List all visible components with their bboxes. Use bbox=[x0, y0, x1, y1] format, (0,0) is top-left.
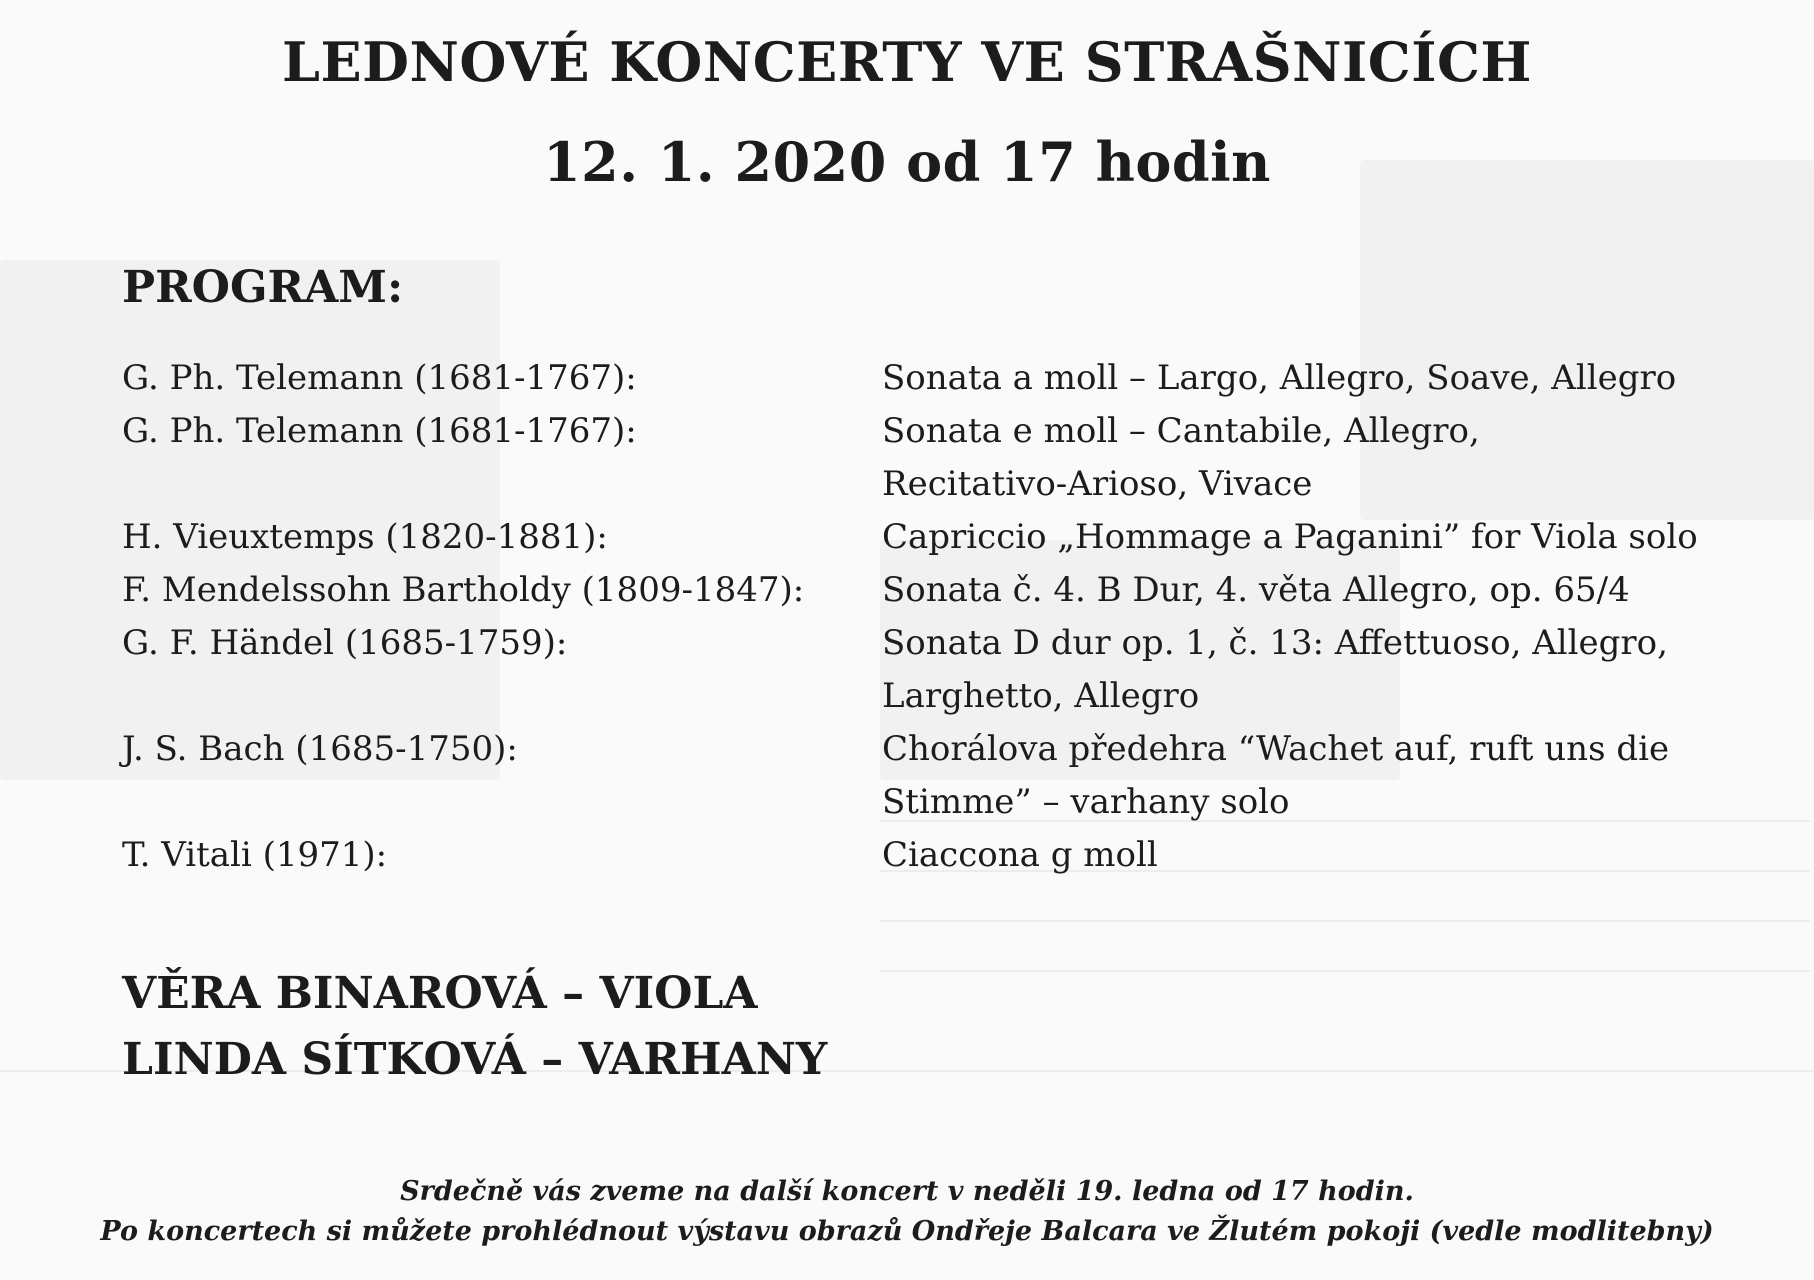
program-work: Larghetto, Allegro bbox=[882, 676, 1200, 716]
program-work: Sonata č. 4. B Dur, 4. věta Allegro, op. 65/4 bbox=[882, 570, 1630, 610]
program-work: Sonata D dur op. 1, č. 13: Affettuoso, Allegro, bbox=[882, 623, 1668, 663]
program-composer: G. Ph. Telemann (1681-1767): bbox=[122, 411, 637, 451]
program-work: Capriccio „Hommage a Paganini” for Viola solo bbox=[882, 517, 1698, 557]
program-work: Chorálova předehra “Wachet auf, ruft uns die bbox=[882, 729, 1670, 769]
performer-viola: VĚRA BINAROVÁ – VIOLA bbox=[122, 968, 758, 1019]
program-composer: G. F. Händel (1685-1759): bbox=[122, 623, 568, 663]
show-through-block-right bbox=[1360, 160, 1814, 520]
show-through-line bbox=[880, 970, 1810, 972]
program-composer: F. Mendelssohn Bartholdy (1809-1847): bbox=[122, 570, 805, 610]
performer-organ: LINDA SÍTKOVÁ – VARHANY bbox=[122, 1034, 828, 1085]
program-work: Sonata a moll – Largo, Allegro, Soave, Allegro bbox=[882, 358, 1677, 398]
program-heading: PROGRAM: bbox=[122, 262, 404, 313]
program-work: Sonata e moll – Cantabile, Allegro, bbox=[882, 411, 1480, 451]
program-work: Ciaccona g moll bbox=[882, 835, 1158, 875]
page-title: LEDNOVÉ KONCERTY VE STRAŠNICÍCH bbox=[282, 30, 1532, 94]
show-through-line bbox=[880, 920, 1810, 922]
program-work: Stimme” – varhany solo bbox=[882, 782, 1290, 822]
program-composer: T. Vitali (1971): bbox=[122, 835, 388, 875]
footer-exhibition-note: Po koncertech si můžete prohlédnout výstavu obrazů Ondřeje Balcara ve Žlutém pokoji (vedle modlitebny) bbox=[100, 1216, 1714, 1247]
program-composer: G. Ph. Telemann (1681-1767): bbox=[122, 358, 637, 398]
program-composer: H. Vieuxtemps (1820-1881): bbox=[122, 517, 608, 557]
concert-date: 12. 1. 2020 od 17 hodin bbox=[543, 130, 1271, 194]
program-composer: J. S. Bach (1685-1750): bbox=[122, 729, 518, 769]
program-work: Recitativo-Arioso, Vivace bbox=[882, 464, 1313, 504]
footer-invitation: Srdečně vás zveme na další koncert v neděli 19. ledna od 17 hodin. bbox=[400, 1176, 1414, 1207]
